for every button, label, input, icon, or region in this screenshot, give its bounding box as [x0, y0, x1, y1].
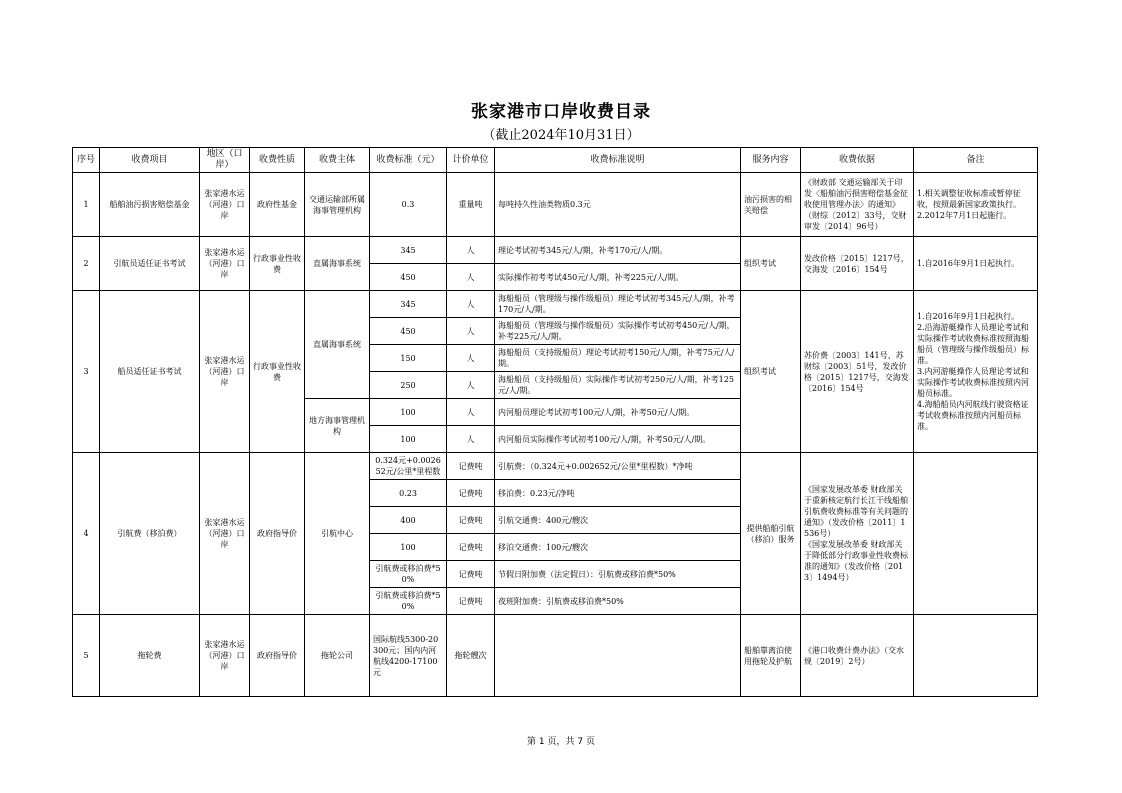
cell-desc: 理论考试初考345元/人/期，补考170元/人/期。 — [495, 237, 741, 264]
cell-standard: 250 — [370, 372, 447, 399]
cell-desc: 引航费：（0.324元+0.002652元/公里*里程数）*净吨 — [495, 453, 741, 480]
cell-nature: 政府指导价 — [250, 615, 305, 697]
table-row — [73, 453, 1038, 480]
cell-region: 张家港水运（河港）口岸 — [200, 291, 250, 453]
cell-item: 引航费（移泊费） — [100, 453, 200, 615]
cell-unit: 人 — [447, 318, 495, 345]
cell-unit: 拖轮艘次 — [447, 615, 495, 697]
cell-desc: 海船船员（管理级与操作级船员）理论考试初考345元/人/期，补考170元/人/期。 — [495, 291, 741, 318]
cell-note — [914, 615, 1038, 697]
cell-desc: 海船船员（管理级与操作级船员）实际操作考试初考450元/人/期，补考225元/人/期。 — [495, 318, 741, 345]
table-header-row — [73, 148, 1038, 173]
cell-subject: 地方海事管理机构 — [305, 399, 370, 453]
cell-no: 4 — [73, 453, 100, 615]
cell-service: 组织考试 — [741, 291, 801, 453]
cell-standard: 100 — [370, 399, 447, 426]
cell-desc: 海船船员（支持级船员）实际操作考试初考250元/人/期，补考125元/人/期。 — [495, 372, 741, 399]
cell-note: 1.相关调整征收标准或暂停征收，按照最新国家政策执行。 2.2012年7月1日起施行。 — [914, 173, 1038, 237]
cell-desc: 内河船员理论考试初考100元/人/期，补考50元/人/期。 — [495, 399, 741, 426]
cell-note — [914, 453, 1038, 615]
table-row — [73, 173, 1038, 237]
cell-unit: 人 — [447, 291, 495, 318]
cell-item: 船舶油污损害赔偿基金 — [100, 173, 200, 237]
cell-region: 张家港水运（河港）口岸 — [200, 453, 250, 615]
cell-desc: 移泊交通费：100元/艘次 — [495, 534, 741, 561]
cell-unit: 重量吨 — [447, 173, 495, 237]
cell-basis: 《港口收费计费办法》（交水规〔2019〕2号） — [801, 615, 914, 697]
cell-subject: 直属海事系统 — [305, 237, 370, 291]
cell-nature: 政府指导价 — [250, 453, 305, 615]
cell-subject: 拖轮公司 — [305, 615, 370, 697]
header-region: 地区（口岸） — [200, 148, 250, 173]
cell-standard: 100 — [370, 426, 447, 453]
cell-item: 船员适任证书考试 — [100, 291, 200, 453]
header-note: 备注 — [914, 148, 1038, 173]
cell-note: 1.自2016年9月1日起执行。 — [914, 237, 1038, 291]
header-item: 收费项目 — [100, 148, 200, 173]
cell-region: 张家港水运（河港）口岸 — [200, 615, 250, 697]
cell-standard: 450 — [370, 318, 447, 345]
cell-unit: 人 — [447, 345, 495, 372]
cell-standard: 150 — [370, 345, 447, 372]
header-unit: 计价单位 — [447, 148, 495, 173]
cell-no: 3 — [73, 291, 100, 453]
header-subject: 收费主体 — [305, 148, 370, 173]
cell-unit: 人 — [447, 399, 495, 426]
header-no: 序号 — [73, 148, 100, 173]
cell-service: 组织考试 — [741, 237, 801, 291]
cell-desc: 海船船员（支持级船员）理论考试初考150元/人/期，补考75元/人/期。 — [495, 345, 741, 372]
cell-service: 油污损害的相关赔偿 — [741, 173, 801, 237]
header-standard: 收费标准（元） — [370, 148, 447, 173]
document-subtitle: （截止2024年10月31日） — [482, 128, 640, 143]
cell-unit: 人 — [447, 237, 495, 264]
cell-standard: 0.324元+0.002652元/公里*里程数 — [370, 453, 447, 480]
cell-nature: 行政事业性收费 — [250, 291, 305, 453]
cell-basis: 发改价格〔2015〕1217号，交海发〔2016〕154号 — [801, 237, 914, 291]
cell-region: 张家港水运（河港）口岸 — [200, 173, 250, 237]
cell-desc: 每吨持久性油类物质0.3元 — [495, 173, 741, 237]
cell-desc: 节假日附加费（法定假日）：引航费或移泊费*50% — [495, 561, 741, 588]
cell-subject: 交通运输部所属海事管理机构 — [305, 173, 370, 237]
cell-standard: 400 — [370, 507, 447, 534]
cell-no: 1 — [73, 173, 100, 237]
table-row — [73, 237, 1038, 264]
cell-standard: 0.23 — [370, 480, 447, 507]
cell-unit: 记费吨 — [447, 507, 495, 534]
table-row — [73, 615, 1038, 697]
cell-standard: 引航费或移泊费*50% — [370, 561, 447, 588]
cell-standard: 国际航线5300-20300元；国内内河航线4200-17100元 — [370, 615, 447, 697]
cell-unit: 记费吨 — [447, 588, 495, 615]
fee-table — [72, 147, 1038, 697]
cell-unit: 人 — [447, 372, 495, 399]
cell-basis: 《国家发展改革委 财政部关于重新核定航行长江干线船舶引航费收费标准等有关问题的通知》（发改价格〔2011〕1536号） 《国家发展改革委 财政部关于降低部分行政事业性收费标准的通知》（发改价格〔2013〕1494号） — [801, 453, 914, 615]
cell-basis: 苏价费〔2003〕141号、苏财综〔2003〕51号，发改价格〔2015〕1217号，交海发〔2016〕154号 — [801, 291, 914, 453]
cell-standard: 345 — [370, 291, 447, 318]
page-footer: 第 1 页，共 7 页 — [527, 737, 595, 747]
cell-standard: 450 — [370, 264, 447, 291]
cell-unit: 记费吨 — [447, 480, 495, 507]
cell-item: 引航员适任证书考试 — [100, 237, 200, 291]
document-title: 张家港市口岸收费目录 — [471, 102, 651, 122]
cell-no: 5 — [73, 615, 100, 697]
cell-unit: 人 — [447, 264, 495, 291]
cell-standard: 100 — [370, 534, 447, 561]
cell-item: 拖轮费 — [100, 615, 200, 697]
cell-desc: 夜班附加费：引航费或移泊费*50% — [495, 588, 741, 615]
cell-note: 1.自2016年9月1日起执行。 2.沿海游艇操作人员理论考试和实际操作考试收费标准按照海船船员（管理级与操作级船员）标准。 3.内河游艇操作人员理论考试和实际操作考试收费标准按照内河船员标准。 4.海船船员内河航线行驶资格证考试收费标准按照内河船员标准。 — [914, 291, 1038, 453]
cell-subject: 引航中心 — [305, 453, 370, 615]
cell-unit: 记费吨 — [447, 453, 495, 480]
cell-desc: 内河船员实际操作考试初考100元/人/期，补考50元/人/期。 — [495, 426, 741, 453]
cell-no: 2 — [73, 237, 100, 291]
table-row — [73, 291, 1038, 318]
cell-subject: 直属海事系统 — [305, 291, 370, 399]
header-desc: 收费标准说明 — [495, 148, 741, 173]
cell-unit: 记费吨 — [447, 561, 495, 588]
cell-desc — [495, 615, 741, 697]
cell-nature: 政府性基金 — [250, 173, 305, 237]
cell-desc: 引航交通费：400元/艘次 — [495, 507, 741, 534]
header-nature: 收费性质 — [250, 148, 305, 173]
cell-service: 提供船舶引航（移泊）服务 — [741, 453, 801, 615]
cell-standard: 引航费或移泊费*50% — [370, 588, 447, 615]
cell-desc: 实际操作初考考试450元/人/期，补考225元/人/期。 — [495, 264, 741, 291]
cell-unit: 人 — [447, 426, 495, 453]
cell-unit: 记费吨 — [447, 534, 495, 561]
header-basis: 收费依据 — [801, 148, 914, 173]
cell-service: 船舶靠离泊使用拖轮及护航 — [741, 615, 801, 697]
cell-basis: 《财政部 交通运输部关于印发〈船舶油污损害赔偿基金征收使用管理办法〉的通知》（财综〔2012〕33号，交财审发〔2014〕96号） — [801, 173, 914, 237]
cell-standard: 0.3 — [370, 173, 447, 237]
header-service: 服务内容 — [741, 148, 801, 173]
cell-desc: 移泊费：0.23元/净吨 — [495, 480, 741, 507]
cell-standard: 345 — [370, 237, 447, 264]
cell-region: 张家港水运（河港）口岸 — [200, 237, 250, 291]
cell-nature: 行政事业性收费 — [250, 237, 305, 291]
